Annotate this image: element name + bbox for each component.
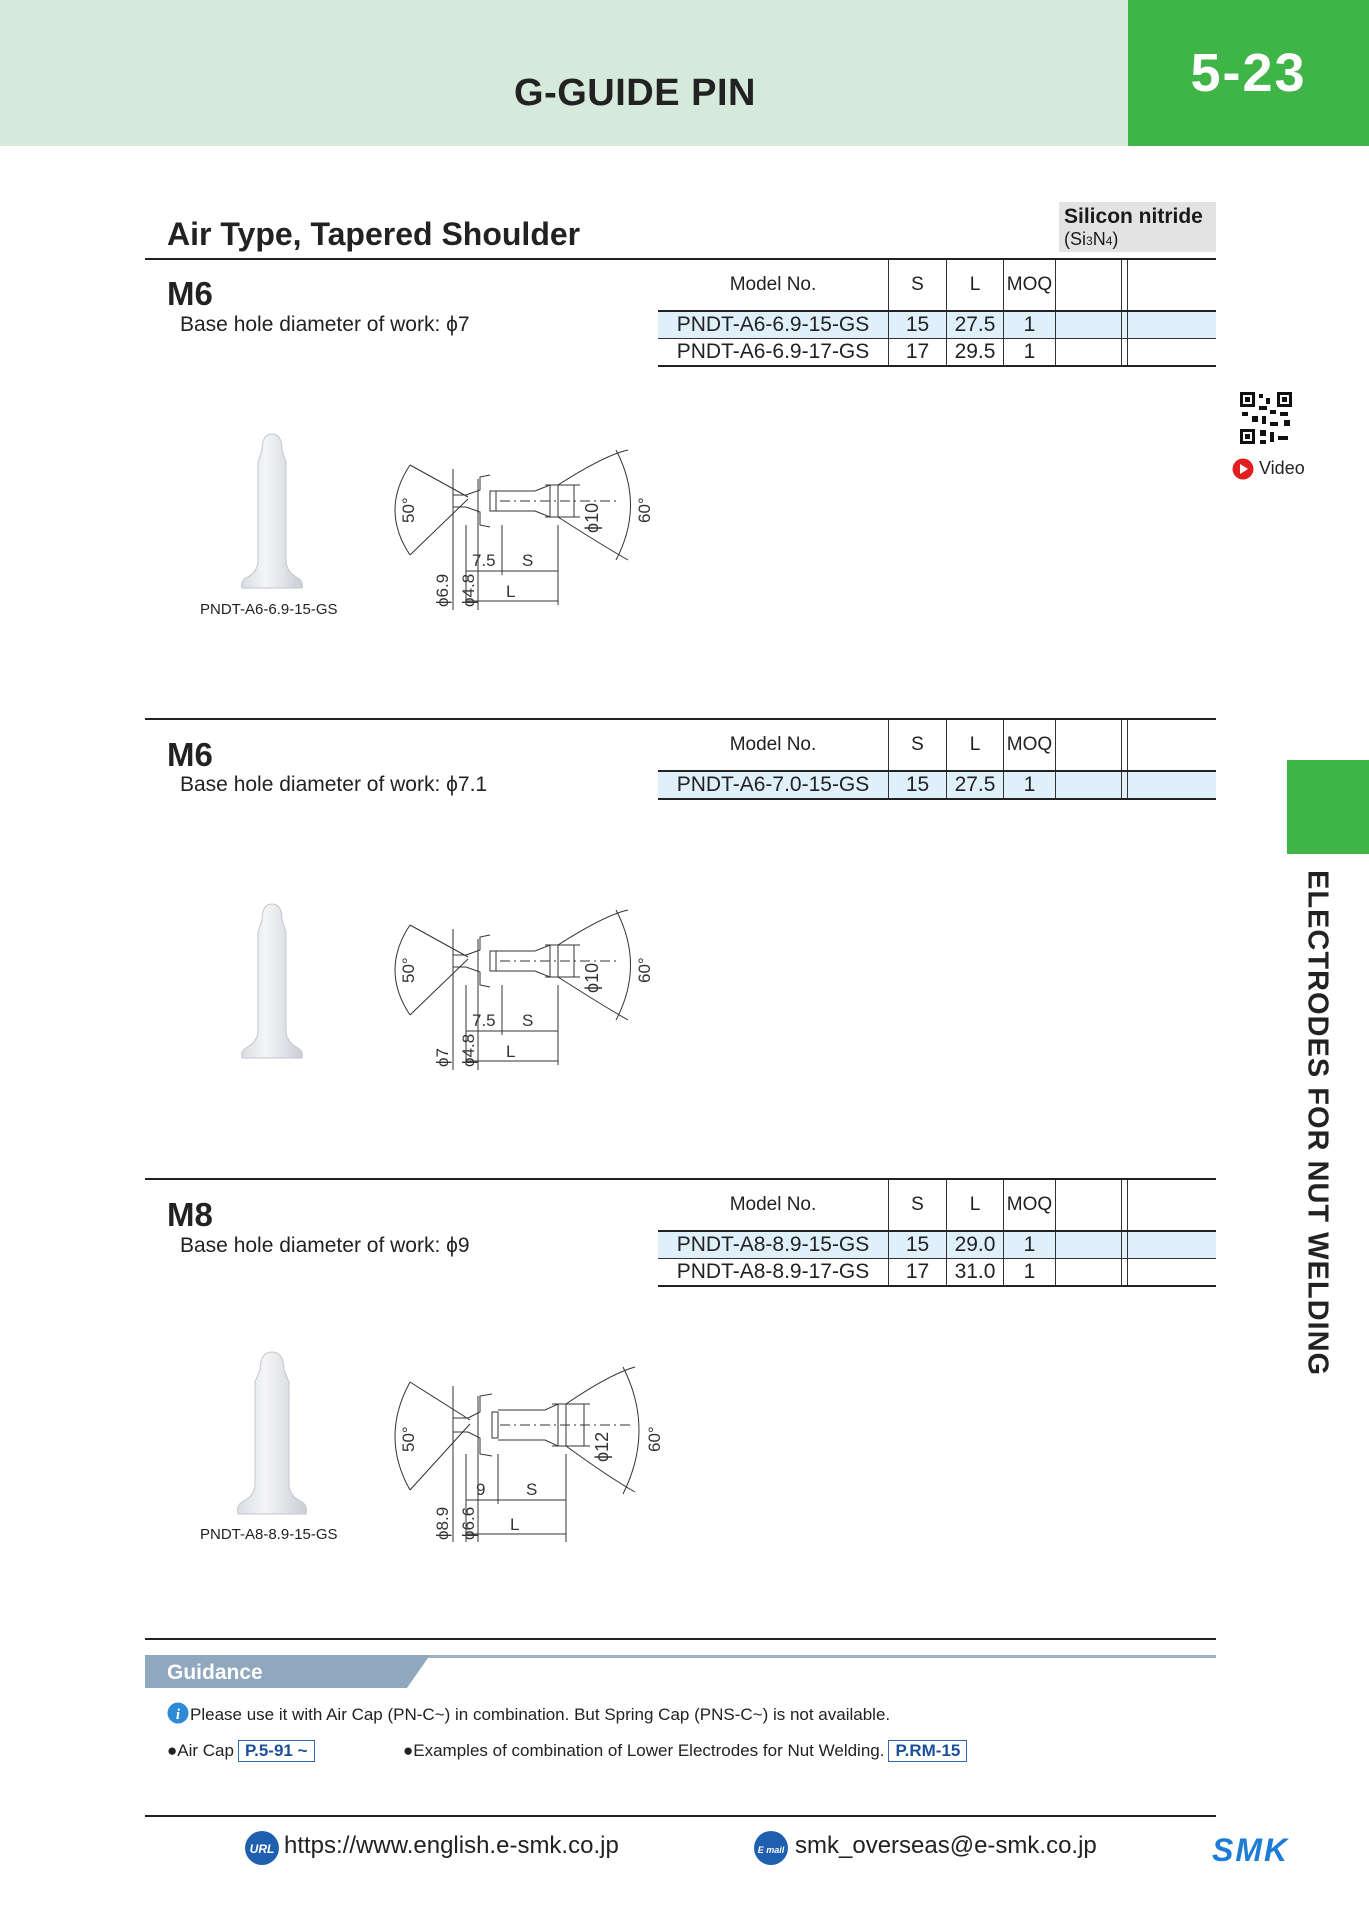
angle-label: 60° [645,1426,664,1452]
guidance-note: Please use it with Air Cap (PN-C~) in combination. But Spring Cap (PNS-C~) is not available. [190,1705,891,1724]
diameter-label: ϕ7 [433,1048,452,1067]
dimension-drawing [380,1362,750,1552]
col-model: Model No. [658,260,889,311]
block-size: M8 [167,1196,213,1233]
base-hole-text: Base hole diameter of work: ϕ7 [180,313,470,336]
video-play-icon[interactable] [1232,458,1254,480]
table-row[interactable]: PNDT-A8-8.9-17-GS 17 31.0 1 [658,1259,1216,1287]
air-cap-link[interactable]: P.5-91 ~ [238,1740,315,1762]
length-label: 9 [476,1480,486,1499]
material-box [1059,202,1216,252]
block-size: M6 [167,275,213,312]
material-formula: (Si3N4) [1064,229,1119,249]
col-l: L [947,260,1004,311]
lower-electrode-link[interactable]: P.RM-15 [888,1740,967,1762]
air-cap-ref: ●Air Cap P.5-91 ~ [167,1740,315,1762]
info-icon [167,1702,189,1724]
angle-label: 50° [399,1426,418,1452]
video-label[interactable]: Video [1259,458,1305,478]
diameter-label: ϕ4.8 [459,1033,478,1067]
lower-electrode-ref: ●Examples of combination of Lower Electrodes for Nut Welding. P.RM-15 [403,1740,967,1762]
table-row[interactable]: PNDT-A6-7.0-15-GS 15 27.5 1 [658,771,1216,799]
diameter-label: ϕ4.8 [459,573,478,607]
side-tab-label: ELECTRODES FOR NUT WELDING [1301,870,1334,1377]
table-row[interactable]: PNDT-A6-6.9-15-GS 15 27.5 1 [658,311,1216,339]
url-icon [244,1830,280,1866]
table-row[interactable]: PNDT-A6-6.9-17-GS 17 29.5 1 [658,339,1216,367]
section-title: Air Type, Tapered Shoulder [167,216,581,252]
angle-label: 60° [635,957,654,983]
angle-label: 50° [399,497,418,523]
footer-rule [145,1815,1216,1817]
base-hole-text: Base hole diameter of work: ϕ7.1 [180,773,488,796]
svg-text:SMK: SMK [1212,1834,1290,1866]
diameter-label: ϕ10 [582,502,602,533]
length-label: S [526,1480,538,1499]
table-row[interactable]: PNDT-A8-8.9-15-GS 15 29.0 1 [658,1231,1216,1259]
length-label: L [506,582,516,601]
length-label: L [510,1515,520,1534]
pin-photo [236,432,308,592]
footer-email[interactable]: smk_overseas@e-smk.co.jp [795,1832,1097,1859]
diameter-label: ϕ6.9 [433,573,452,607]
spec-table [658,260,1216,367]
page-number: 5-23 [1128,0,1369,146]
diameter-label: ϕ10 [582,962,602,993]
block-size: M6 [167,736,213,773]
diameter-label: ϕ8.9 [433,1506,452,1540]
diameter-label: ϕ12 [592,1431,612,1462]
guidance-rule [145,1638,1216,1640]
page-title: G-GUIDE PIN [514,72,756,114]
diameter-label: ϕ6.6 [459,1506,478,1540]
col-s: S [889,260,947,311]
length-label: 7.5 [472,551,496,570]
col-moq: MOQ [1004,260,1056,311]
length-label: S [522,1011,534,1030]
dimension-drawing [380,445,740,615]
angle-label: 60° [635,497,654,523]
smk-logo [1212,1834,1312,1866]
photo-caption: PNDT-A6-6.9-15-GS [200,601,338,618]
spec-table: Model No. S L MOQ PNDT-A6-7.0-15-GS 15 27.5 1 [658,720,1216,800]
qr-code-icon[interactable] [1240,392,1292,444]
length-label: 7.5 [472,1011,496,1030]
footer-url[interactable]: https://www.english.e-smk.co.jp [284,1832,619,1859]
guidance-title: Guidance [167,1661,263,1684]
photo-caption: PNDT-A8-8.9-15-GS [200,1526,338,1543]
pin-photo [232,1350,312,1518]
dimension-drawing [380,905,740,1075]
svg-text:E mail: E mail [757,1845,785,1855]
email-icon [753,1830,789,1866]
base-hole-text: Base hole diameter of work: ϕ9 [180,1234,470,1257]
svg-text:URL: URL [249,1842,275,1856]
angle-label: 50° [399,957,418,983]
svg-text:i: i [175,1707,181,1723]
side-tab-block [1287,760,1369,854]
pin-photo [236,902,308,1062]
spec-table: Model No. S L MOQ PNDT-A8-8.9-15-GS 15 29.0 1 PNDT-A8-8.9-17-GS 17 31.0 1 [658,1180,1216,1287]
length-label: L [506,1042,516,1061]
material-name: Silicon nitride [1064,205,1203,228]
length-label: S [522,551,534,570]
